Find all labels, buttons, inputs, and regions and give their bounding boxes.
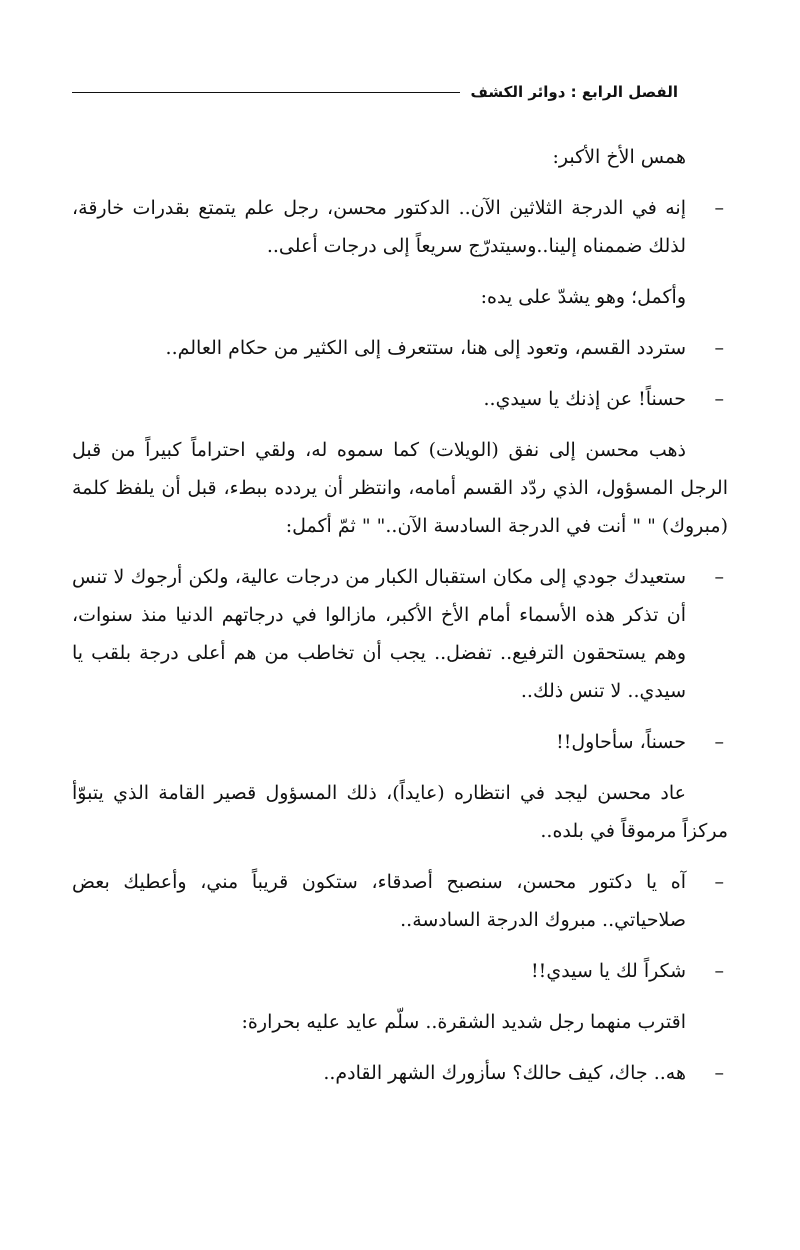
dialogue-line (72, 329, 728, 367)
dialogue-dash: – (714, 871, 724, 893)
paragraph-text: ستردد القسم، وتعود إلى هنا، ستتعرف إلى الكثير من حكام العالم.. (165, 337, 686, 359)
paragraph-narrative (72, 774, 728, 850)
dialogue-dash: – (714, 1062, 724, 1084)
dialogue-dash: – (714, 388, 724, 410)
paragraph-intro (72, 278, 728, 316)
paragraph-text: حسناً، سأحاول!! (556, 731, 686, 753)
paragraph-text: إنه في الدرجة الثلاثين الآن.. الدكتور محسن، رجل علم يتمتع بقدرات خارقة، لذلك ضممناه إلينا..وسيتدرّج سريعاً إلى درجات أعلى.. (72, 197, 686, 257)
paragraph-text: اقترب منهما رجل شديد الشقرة.. سلّم عايد عليه بحرارة: (241, 1011, 686, 1033)
header-rule (72, 92, 460, 93)
dialogue-line (72, 723, 728, 761)
dialogue-line (72, 380, 728, 418)
paragraph-text: همس الأخ الأكبر: (552, 146, 686, 168)
dialogue-dash: – (714, 960, 724, 982)
paragraph-intro (72, 1003, 728, 1041)
paragraph-text: وأكمل؛ وهو يشدّ على يده: (480, 286, 686, 308)
dialogue-dash: – (714, 731, 724, 753)
chapter-title: الفصل الرابع : دوائر الكشف (470, 83, 678, 101)
dialogue-dash: – (714, 197, 724, 219)
dialogue-line (72, 558, 728, 710)
paragraph-intro (72, 138, 728, 176)
paragraph-text: ستعيدك جودي إلى مكان استقبال الكبار من درجات عالية، ولكن أرجوك لا تنس أن تذكر هذه الأسماء أمام الأخ الأكبر، مازالوا في درجاتهم الدنيا منذ سنوات، وهم يستحقون الترفيع.. تفضل.. يجب أن تخاطب من هم أعلى درجة بلقب يا سيدي.. لا تنس ذلك.. (72, 566, 686, 702)
dialogue-line (72, 952, 728, 990)
paragraph-text: هه.. جاك، كيف حالك؟ سأزورك الشهر القادم.. (323, 1062, 686, 1084)
dialogue-line (72, 863, 728, 939)
dialogue-line (72, 1054, 728, 1092)
dialogue-line (72, 189, 728, 265)
paragraph-text: ذهب محسن إلى نفق (الويلات) كما سموه له، ولقي احتراماً كبيراً من قبل الرجل المسؤول، الذي ردّد القسم أمامه، وانتظر أن يردده ببطء، قبل أن يلفظ كلمة (مبروك) " " أنت في الدرجة السادسة الآن.." " ثمّ أكمل: (72, 439, 728, 537)
paragraph-narrative (72, 431, 728, 545)
dialogue-dash: – (714, 566, 724, 588)
paragraph-text: آه يا دكتور محسن، سنصبح أصدقاء، ستكون قريباً مني، وأعطيك بعض صلاحياتي.. مبروك الدرجة السادسة.. (72, 871, 686, 931)
paragraph-text: شكراً لك يا سيدي!! (531, 960, 686, 982)
dialogue-dash: – (714, 337, 724, 359)
running-header (72, 80, 678, 104)
body-text (72, 138, 728, 1105)
paragraph-text: حسناً! عن إذنك يا سيدي.. (483, 388, 686, 410)
paragraph-text: عاد محسن ليجد في انتظاره (عايداً)، ذلك المسؤول قصير القامة الذي يتبوّأ مركزاً مرموقاً في بلده.. (72, 782, 728, 842)
